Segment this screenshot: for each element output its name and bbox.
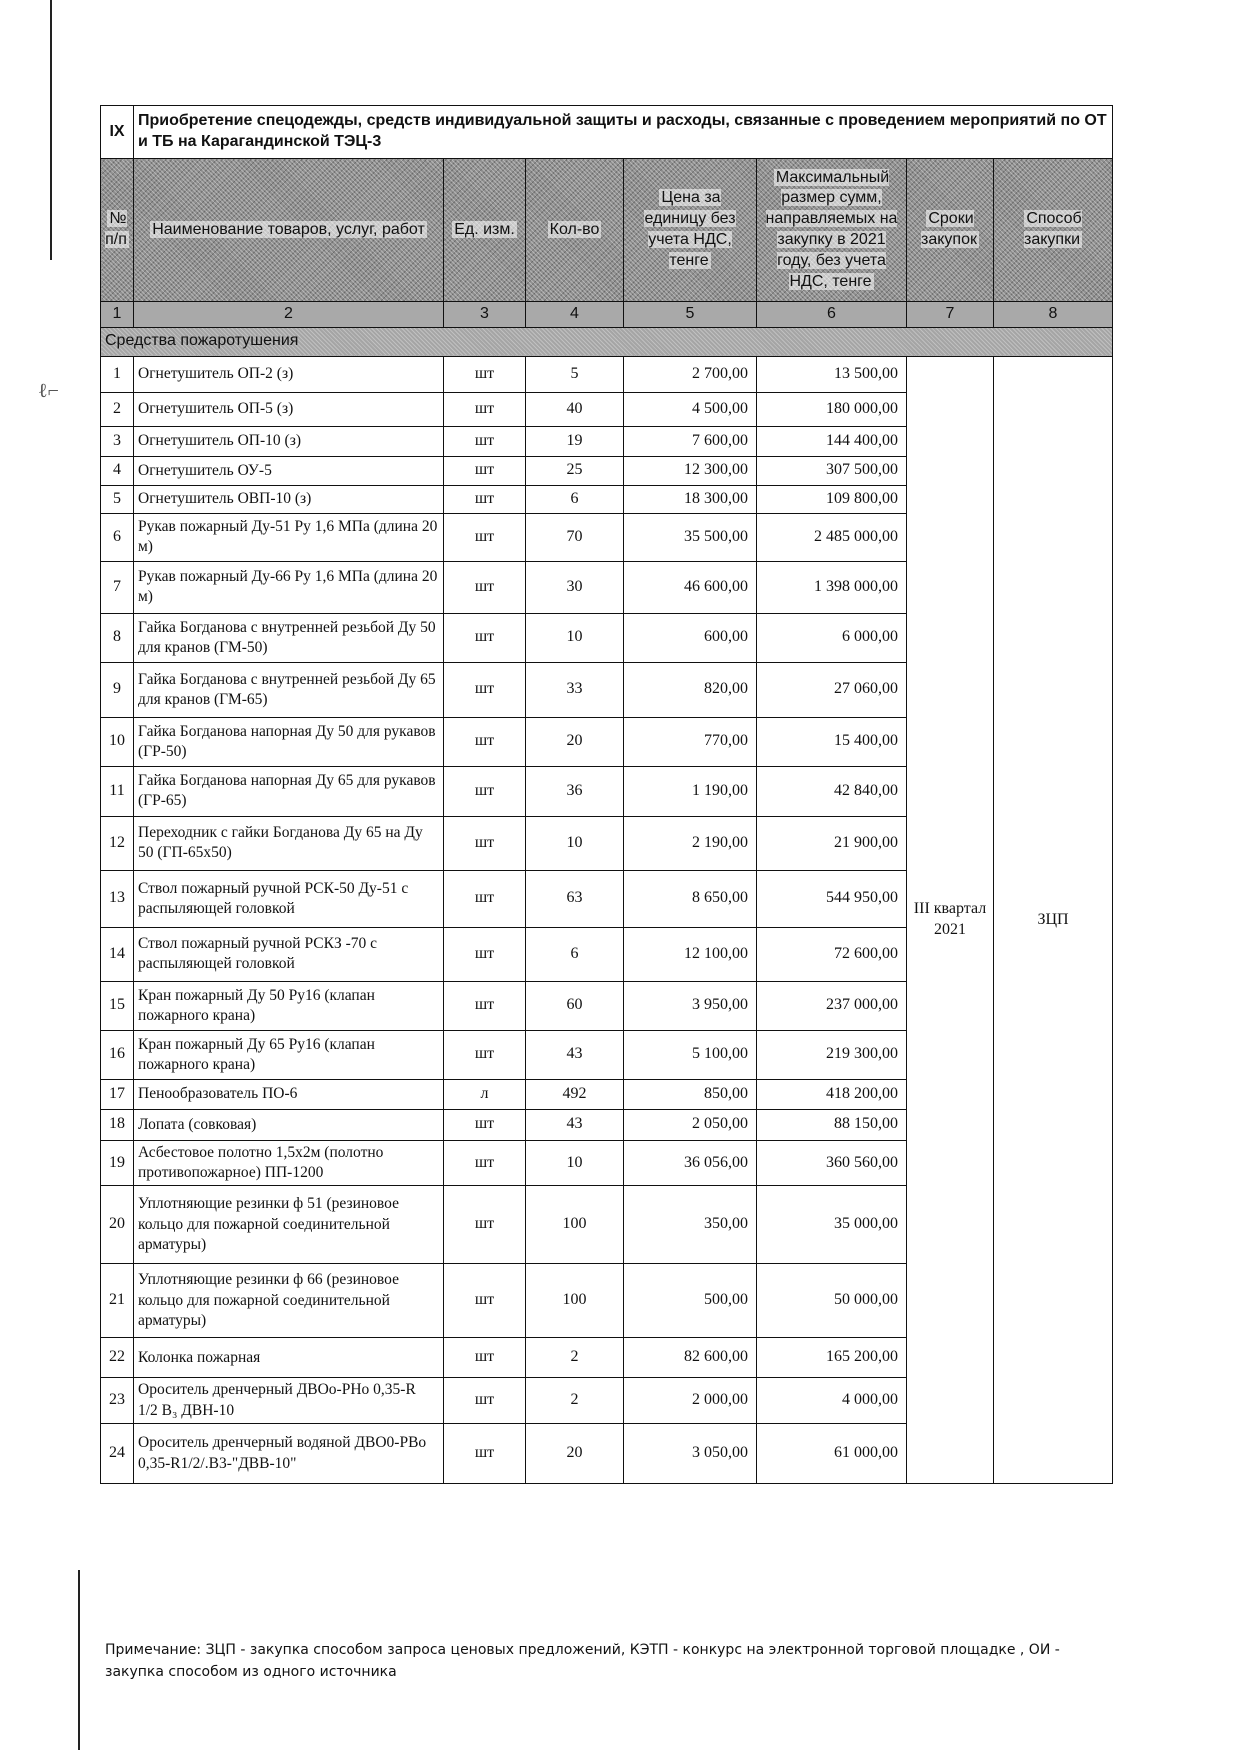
item-name: Уплотняющие резинки ф 51 (резиновое кольцо для пожарной соединительной арматуры)	[134, 1186, 444, 1264]
item-name: Кран пожарный Ду 65 Ру16 (клапан пожарного крана)	[134, 1030, 444, 1079]
item-unit: шт	[444, 561, 526, 613]
item-quantity: 25	[526, 456, 624, 485]
item-name: Лопата (совковая)	[134, 1109, 444, 1140]
item-quantity: 40	[526, 392, 624, 426]
category-label: Средства пожаротушения	[101, 327, 1113, 356]
item-max-sum: 61 000,00	[757, 1424, 907, 1484]
section-header-row	[101, 106, 1113, 159]
scan-edge-line-left	[50, 0, 52, 260]
item-name: Рукав пожарный Ду-51 Ру 1,6 МПа (длина 20 м)	[134, 513, 444, 561]
item-quantity: 30	[526, 561, 624, 613]
section-title: Приобретение спецодежды, средств индивидуальной защиты и расходы, связанные с проведением мероприятий по ОТ и ТБ на Карагандинской ТЭЦ-3	[134, 106, 1113, 159]
item-unit-price: 36 056,00	[624, 1140, 757, 1185]
row-number: 6	[101, 513, 134, 561]
row-number: 4	[101, 456, 134, 485]
item-max-sum: 6 000,00	[757, 613, 907, 662]
item-unit: шт	[444, 717, 526, 766]
item-max-sum: 50 000,00	[757, 1264, 907, 1338]
row-number: 23	[101, 1378, 134, 1424]
item-unit: шт	[444, 766, 526, 816]
item-quantity: 2	[526, 1338, 624, 1378]
item-name: Колонка пожарная	[134, 1338, 444, 1378]
item-name: Асбестовое полотно 1,5х2м (полотно противопожарное) ПП-1200	[134, 1140, 444, 1185]
item-unit: шт	[444, 1264, 526, 1338]
item-unit-price: 2 190,00	[624, 816, 757, 870]
item-unit: шт	[444, 1338, 526, 1378]
row-number: 10	[101, 717, 134, 766]
item-max-sum: 307 500,00	[757, 456, 907, 485]
item-unit-price: 2 000,00	[624, 1378, 757, 1424]
item-unit: шт	[444, 356, 526, 392]
item-unit-price: 82 600,00	[624, 1338, 757, 1378]
item-name: Огнетушитель ОУ-5	[134, 456, 444, 485]
item-quantity: 6	[526, 485, 624, 513]
column-number: 1	[101, 302, 134, 328]
item-quantity: 10	[526, 613, 624, 662]
item-name: Рукав пожарный Ду-66 Ру 1,6 МПа (длина 20 м)	[134, 561, 444, 613]
item-unit: шт	[444, 513, 526, 561]
item-unit: шт	[444, 1424, 526, 1484]
column-number: 2	[134, 302, 444, 328]
item-max-sum: 544 950,00	[757, 870, 907, 927]
item-unit: шт	[444, 456, 526, 485]
section-number: IX	[101, 106, 134, 159]
item-unit: шт	[444, 662, 526, 717]
purchase-term: III квартал 2021	[907, 356, 994, 1483]
item-quantity: 43	[526, 1030, 624, 1079]
item-quantity: 100	[526, 1186, 624, 1264]
item-unit-price: 2 700,00	[624, 356, 757, 392]
item-unit-price: 2 050,00	[624, 1109, 757, 1140]
column-number: 5	[624, 302, 757, 328]
item-unit: шт	[444, 927, 526, 981]
item-unit: шт	[444, 981, 526, 1030]
item-quantity: 10	[526, 816, 624, 870]
item-name: Пенообразователь ПО-6	[134, 1079, 444, 1109]
item-quantity: 63	[526, 870, 624, 927]
item-max-sum: 88 150,00	[757, 1109, 907, 1140]
item-name: Гайка Богданова напорная Ду 65 для рукавов (ГР-65)	[134, 766, 444, 816]
item-quantity: 33	[526, 662, 624, 717]
header-unit: Ед. изм.	[444, 159, 526, 302]
item-max-sum: 180 000,00	[757, 392, 907, 426]
header-price: Цена за единицу без учета НДС, тенге	[624, 159, 757, 302]
item-max-sum: 237 000,00	[757, 981, 907, 1030]
column-number: 8	[994, 302, 1113, 328]
item-unit-price: 770,00	[624, 717, 757, 766]
row-number: 11	[101, 766, 134, 816]
item-unit: шт	[444, 870, 526, 927]
item-quantity: 60	[526, 981, 624, 1030]
row-number: 9	[101, 662, 134, 717]
row-number: 13	[101, 870, 134, 927]
item-unit: шт	[444, 1140, 526, 1185]
header-max-sum: Максимальный размер сумм, направляемых на закупку в 2021 году, без учета НДС, тенге	[757, 159, 907, 302]
item-unit: шт	[444, 1378, 526, 1424]
item-unit-price: 600,00	[624, 613, 757, 662]
item-name: Ствол пожарный ручной РСК-50 Ду-51 с распыляющей головкой	[134, 870, 444, 927]
row-number: 20	[101, 1186, 134, 1264]
item-quantity: 20	[526, 1424, 624, 1484]
item-name: Гайка Богданова с внутренней резьбой Ду 50 для кранов (ГМ-50)	[134, 613, 444, 662]
row-number: 14	[101, 927, 134, 981]
item-quantity: 36	[526, 766, 624, 816]
row-number: 15	[101, 981, 134, 1030]
item-max-sum: 42 840,00	[757, 766, 907, 816]
item-max-sum: 13 500,00	[757, 356, 907, 392]
item-max-sum: 165 200,00	[757, 1338, 907, 1378]
row-number: 3	[101, 426, 134, 456]
item-max-sum: 35 000,00	[757, 1186, 907, 1264]
item-max-sum: 15 400,00	[757, 717, 907, 766]
item-name: Кран пожарный Ду 50 Ру16 (клапан пожарного крана)	[134, 981, 444, 1030]
item-name: Огнетушитель ОВП-10 (з)	[134, 485, 444, 513]
item-unit: шт	[444, 392, 526, 426]
item-quantity: 492	[526, 1079, 624, 1109]
procurement-table	[100, 105, 1113, 1484]
row-number: 1	[101, 356, 134, 392]
item-max-sum: 2 485 000,00	[757, 513, 907, 561]
item-quantity: 100	[526, 1264, 624, 1338]
item-unit: л	[444, 1079, 526, 1109]
item-quantity: 19	[526, 426, 624, 456]
column-number-row	[101, 302, 1113, 328]
item-unit-price: 7 600,00	[624, 426, 757, 456]
item-name: Огнетушитель ОП-10 (з)	[134, 426, 444, 456]
footnote: Примечание: ЗЦП - закупка способом запроса ценовых предложений, КЭТП - конкурс на электронной торговой площадке , ОИ - закупка способом из одного источника	[105, 1642, 1060, 1680]
item-unit-price: 820,00	[624, 662, 757, 717]
item-quantity: 43	[526, 1109, 624, 1140]
row-number: 5	[101, 485, 134, 513]
header-qty: Кол-во	[526, 159, 624, 302]
item-unit: шт	[444, 1030, 526, 1079]
purchase-method: ЗЦП	[994, 356, 1113, 1483]
item-quantity: 6	[526, 927, 624, 981]
margin-scribble: ℓ⌐	[38, 380, 59, 402]
item-unit-price: 46 600,00	[624, 561, 757, 613]
column-number: 3	[444, 302, 526, 328]
item-unit-price: 35 500,00	[624, 513, 757, 561]
item-max-sum: 4 000,00	[757, 1378, 907, 1424]
item-name: Переходник с гайки Богданова Ду 65 на Ду 50 (ГП-65х50)	[134, 816, 444, 870]
item-quantity: 70	[526, 513, 624, 561]
item-quantity: 10	[526, 1140, 624, 1185]
row-number: 22	[101, 1338, 134, 1378]
item-unit-price: 3 950,00	[624, 981, 757, 1030]
item-name: Уплотняющие резинки ф 66 (резиновое кольцо для пожарной соединительной арматуры)	[134, 1264, 444, 1338]
header-name: Наименование товаров, услуг, работ	[134, 159, 444, 302]
category-row	[101, 327, 1113, 356]
item-unit: шт	[444, 1186, 526, 1264]
item-unit-price: 3 050,00	[624, 1424, 757, 1484]
item-max-sum: 418 200,00	[757, 1079, 907, 1109]
item-max-sum: 1 398 000,00	[757, 561, 907, 613]
item-quantity: 2	[526, 1378, 624, 1424]
column-number: 4	[526, 302, 624, 328]
item-unit-price: 350,00	[624, 1186, 757, 1264]
item-unit: шт	[444, 426, 526, 456]
scan-edge-line-left-lower	[78, 1570, 80, 1750]
row-number: 2	[101, 392, 134, 426]
item-unit-price: 5 100,00	[624, 1030, 757, 1079]
row-number: 21	[101, 1264, 134, 1338]
item-name: Ствол пожарный ручной РСКЗ -70 с распыляющей головкой	[134, 927, 444, 981]
item-quantity: 5	[526, 356, 624, 392]
item-unit: шт	[444, 613, 526, 662]
item-max-sum: 144 400,00	[757, 426, 907, 456]
row-number: 19	[101, 1140, 134, 1185]
item-max-sum: 360 560,00	[757, 1140, 907, 1185]
item-max-sum: 21 900,00	[757, 816, 907, 870]
item-unit: шт	[444, 485, 526, 513]
item-max-sum: 219 300,00	[757, 1030, 907, 1079]
table-row	[101, 356, 1113, 392]
item-unit-price: 500,00	[624, 1264, 757, 1338]
item-max-sum: 72 600,00	[757, 927, 907, 981]
item-unit-price: 12 100,00	[624, 927, 757, 981]
item-name: Ороситель дренчерный водяной ДВО0-РВо 0,35-R1/2/.В3-"ДВВ-10"	[134, 1424, 444, 1484]
row-number: 18	[101, 1109, 134, 1140]
row-number: 17	[101, 1079, 134, 1109]
item-name: Гайка Богданова напорная Ду 50 для рукавов (ГР-50)	[134, 717, 444, 766]
row-number: 24	[101, 1424, 134, 1484]
row-number: 7	[101, 561, 134, 613]
item-unit-price: 1 190,00	[624, 766, 757, 816]
item-unit-price: 8 650,00	[624, 870, 757, 927]
item-unit-price: 12 300,00	[624, 456, 757, 485]
column-header-row	[101, 159, 1113, 302]
row-number: 16	[101, 1030, 134, 1079]
item-name: Огнетушитель ОП-2 (з)	[134, 356, 444, 392]
header-no: № п/п	[101, 159, 134, 302]
item-unit-price: 850,00	[624, 1079, 757, 1109]
item-unit-price: 4 500,00	[624, 392, 757, 426]
column-number: 6	[757, 302, 907, 328]
header-method: Способ закупки	[994, 159, 1113, 302]
item-unit: шт	[444, 1109, 526, 1140]
item-quantity: 20	[526, 717, 624, 766]
row-number: 12	[101, 816, 134, 870]
header-term: Сроки закупок	[907, 159, 994, 302]
item-unit: шт	[444, 816, 526, 870]
item-max-sum: 109 800,00	[757, 485, 907, 513]
column-number: 7	[907, 302, 994, 328]
item-max-sum: 27 060,00	[757, 662, 907, 717]
item-name: Гайка Богданова с внутренней резьбой Ду 65 для кранов (ГМ-65)	[134, 662, 444, 717]
item-name: Огнетушитель ОП-5 (з)	[134, 392, 444, 426]
row-number: 8	[101, 613, 134, 662]
item-unit-price: 18 300,00	[624, 485, 757, 513]
item-name: Ороситель дренчерный ДВОо-РНо 0,35-R 1/2 В₃ ДВН-10	[134, 1378, 444, 1424]
